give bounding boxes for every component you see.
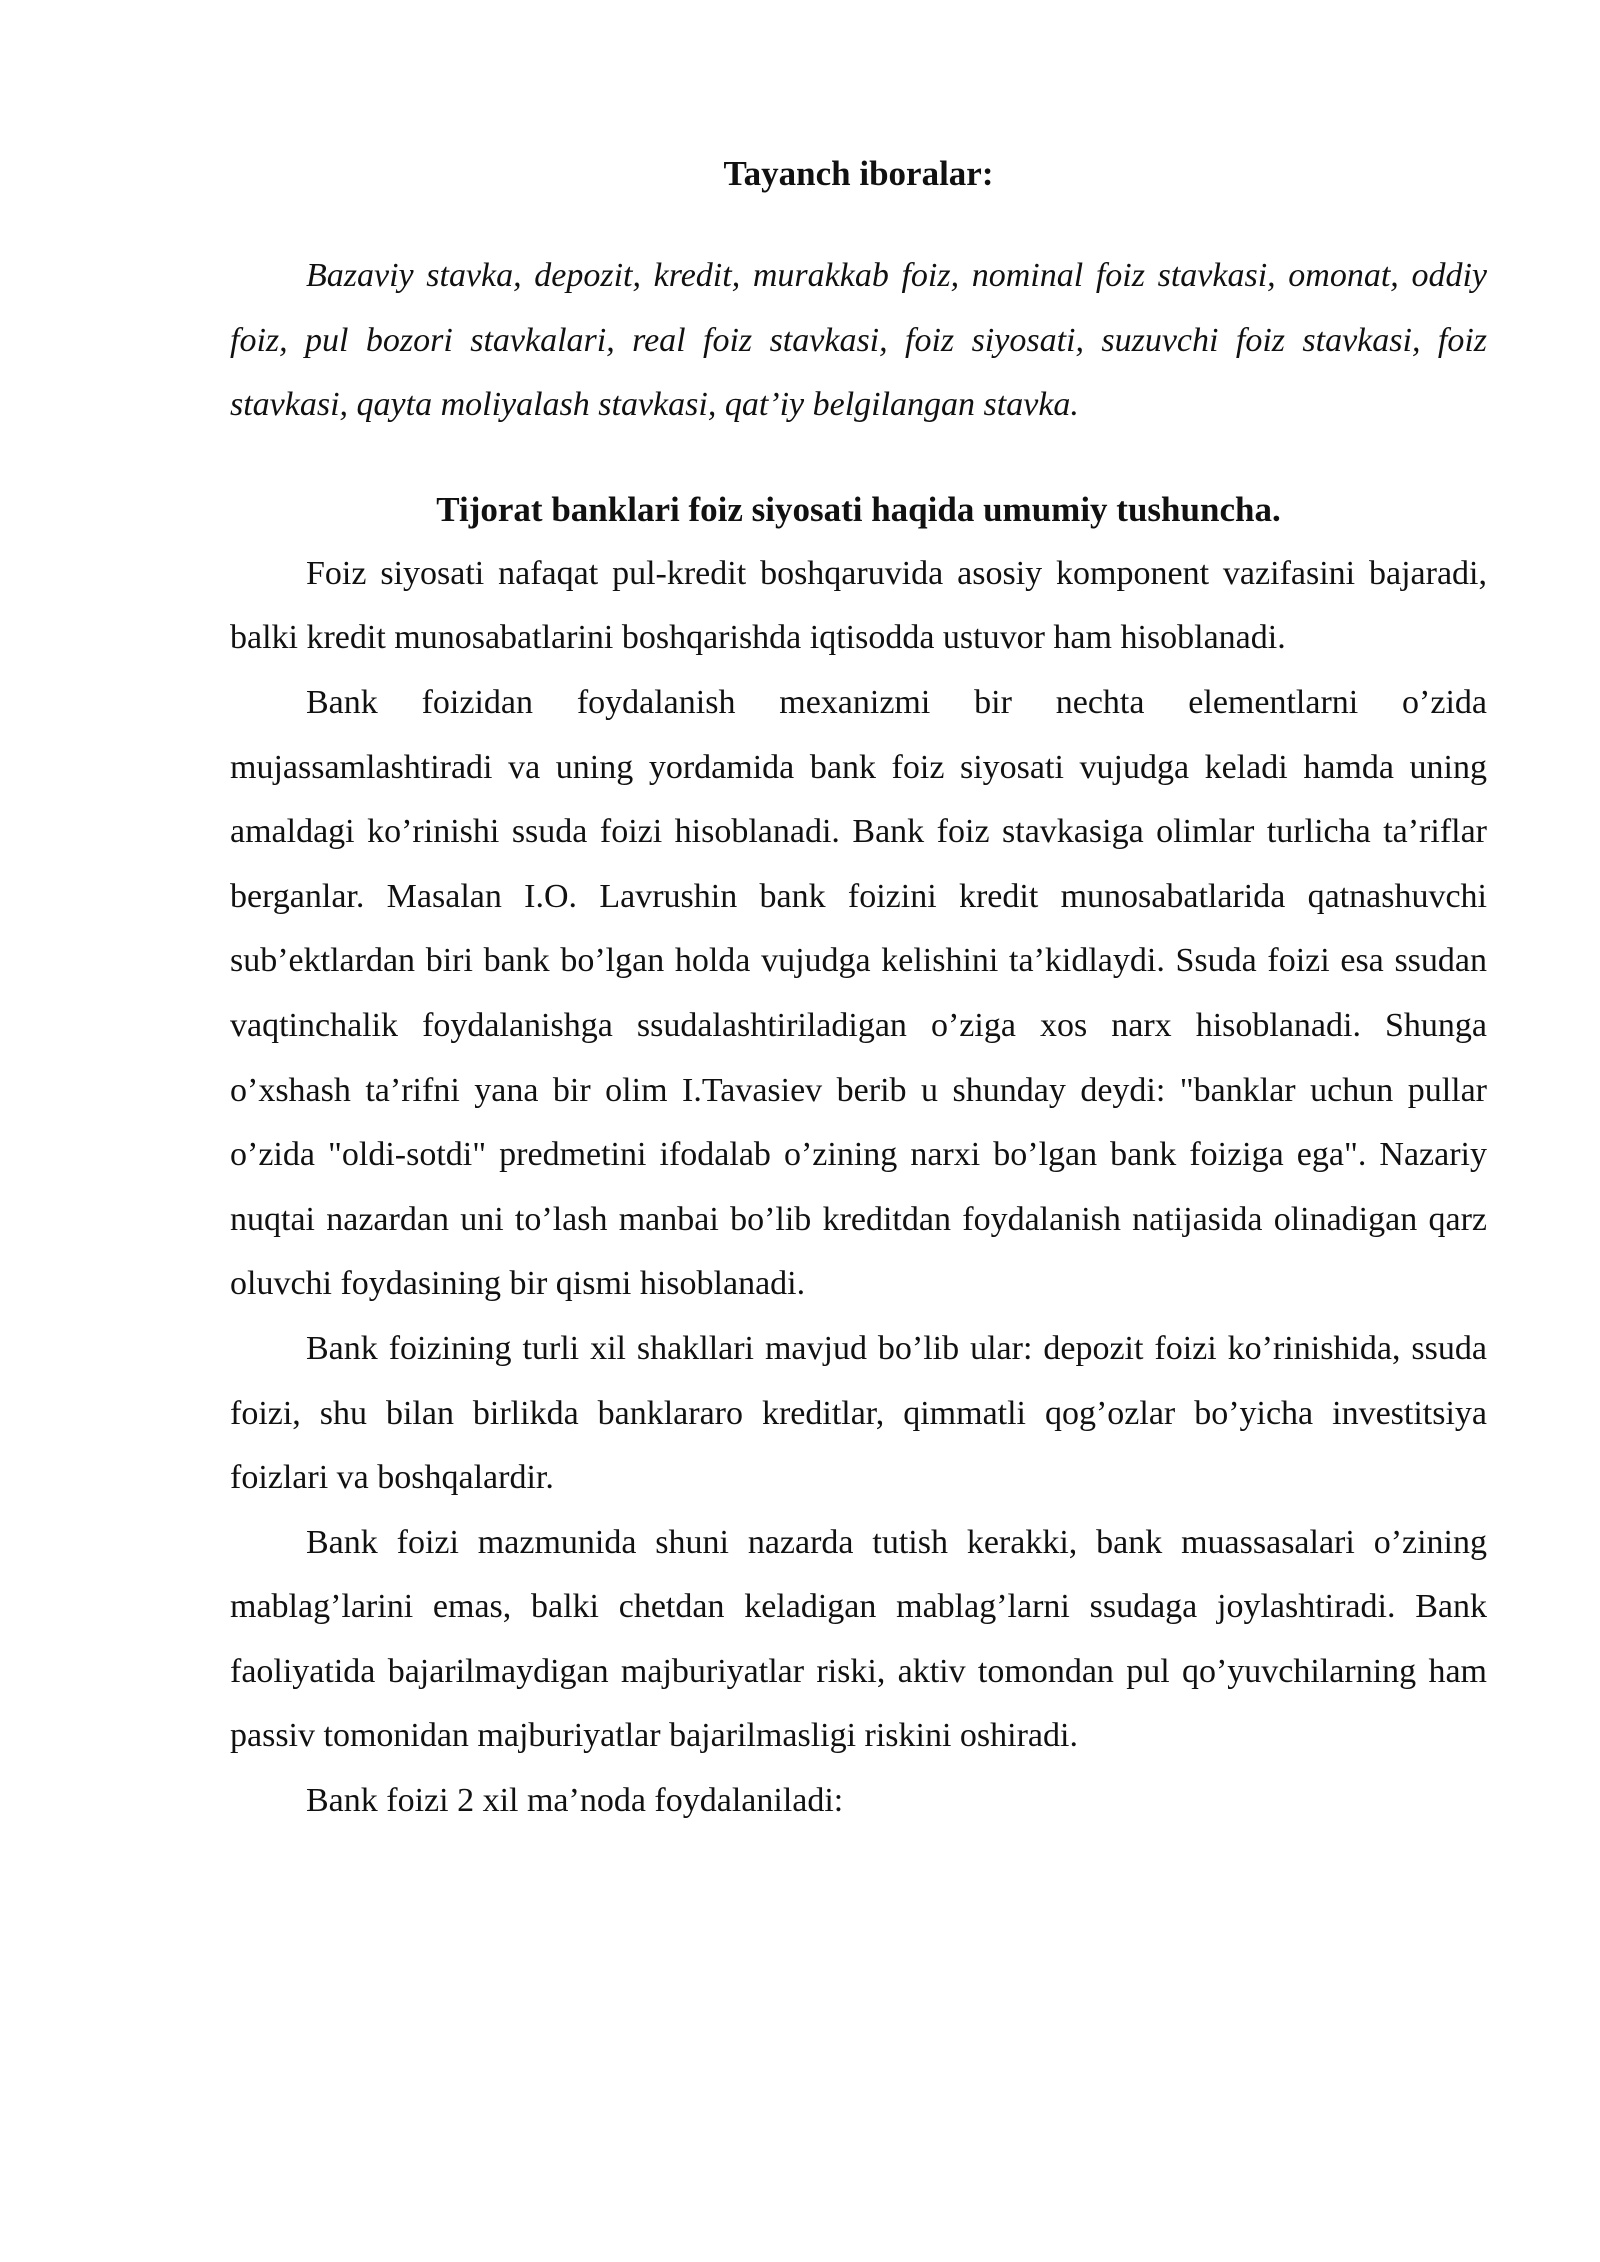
paragraph: Foiz siyosati nafaqat pul-kredit boshqaruvida asosiy komponent vazifasini bajaradi, balki kredit munosabatlarini boshqarishda iqtisodda ustuvor ham hisoblanadi. — [230, 554, 1487, 657]
keywords-heading: Tayanch iboralar: — [723, 154, 994, 193]
paragraph: Bank foizi mazmunida shuni nazarda tutish kerakki, bank muassasalari o’zining mablag’larini emas, balki chetdan keladigan mablag’larni ssudaga joylashtiradi. Bank faoliyatida bajarilmaydigan majburiyatlar riski, aktiv tomondan pul qo’yuvchilarning ham passiv tomonidan majburiyatlar bajarilmasligi riskini oshiradi. — [230, 1523, 1487, 1755]
paragraph: Bank foizidan foydalanish mexanizmi bir nechta elementlarni o’zida mujassamlashtiradi va uning yordamida bank foiz siyosati vujudga keladi hamda uning amaldagi ko’rinishi ssuda foizi hisoblanadi. Bank foiz stavkasiga olimlar turlicha ta’riflar berganlar. Masalan I.O. Lavrushin bank foizini kredit munosabatlarida qatnashuvchi sub’ektlardan biri bank bo’lgan holda vujudga kelishini ta’kidlaydi. Ssuda foizi esa ssudan vaqtinchalik foydalanishga ssudalashtiriladigan o’ziga xos narx hisoblanadi. Shunga o’xshash ta’rifni yana bir olim I.Tavasiev berib u shunday deydi: "banklar uchun pullar o’zida "oldi-sotdi" predmetini ifodalab o’zining narxi bo’lgan bank foiziga ega". Nazariy nuqtai nazardan uni to’lash manbai bo’lib kreditdan foydalanish natijasida olinadigan qarz oluvchi foydasining bir qismi hisoblanadi. — [230, 683, 1487, 1303]
document-content — [230, 142, 1487, 1834]
keywords-text: Bazaviy stavka, depozit, kredit, murakkab foiz, nominal foiz stavkasi, omonat, oddiy foiz, pul bozori stavkalari, real foiz stavkasi, foiz siyosati, suzuvchi foiz stavkasi, foiz stavkasi, qayta moliyalash stavkasi, qat’iy belgilangan stavka. — [230, 257, 1487, 424]
paragraph: Bank foizining turli xil shakllari mavjud bo’lib ular: depozit foizi ko’rinishida, ssuda foizi, shu bilan birlikda banklararo kreditlar, qimmatli qog’ozlar bo’yicha investitsiya foizlari va boshqalardir. — [230, 1329, 1487, 1497]
section-heading: Tijorat banklari foiz siyosati haqida umumiy tushuncha. — [436, 489, 1281, 529]
paragraph: Bank foizi 2 xil ma’noda foydalaniladi: — [306, 1782, 844, 1820]
